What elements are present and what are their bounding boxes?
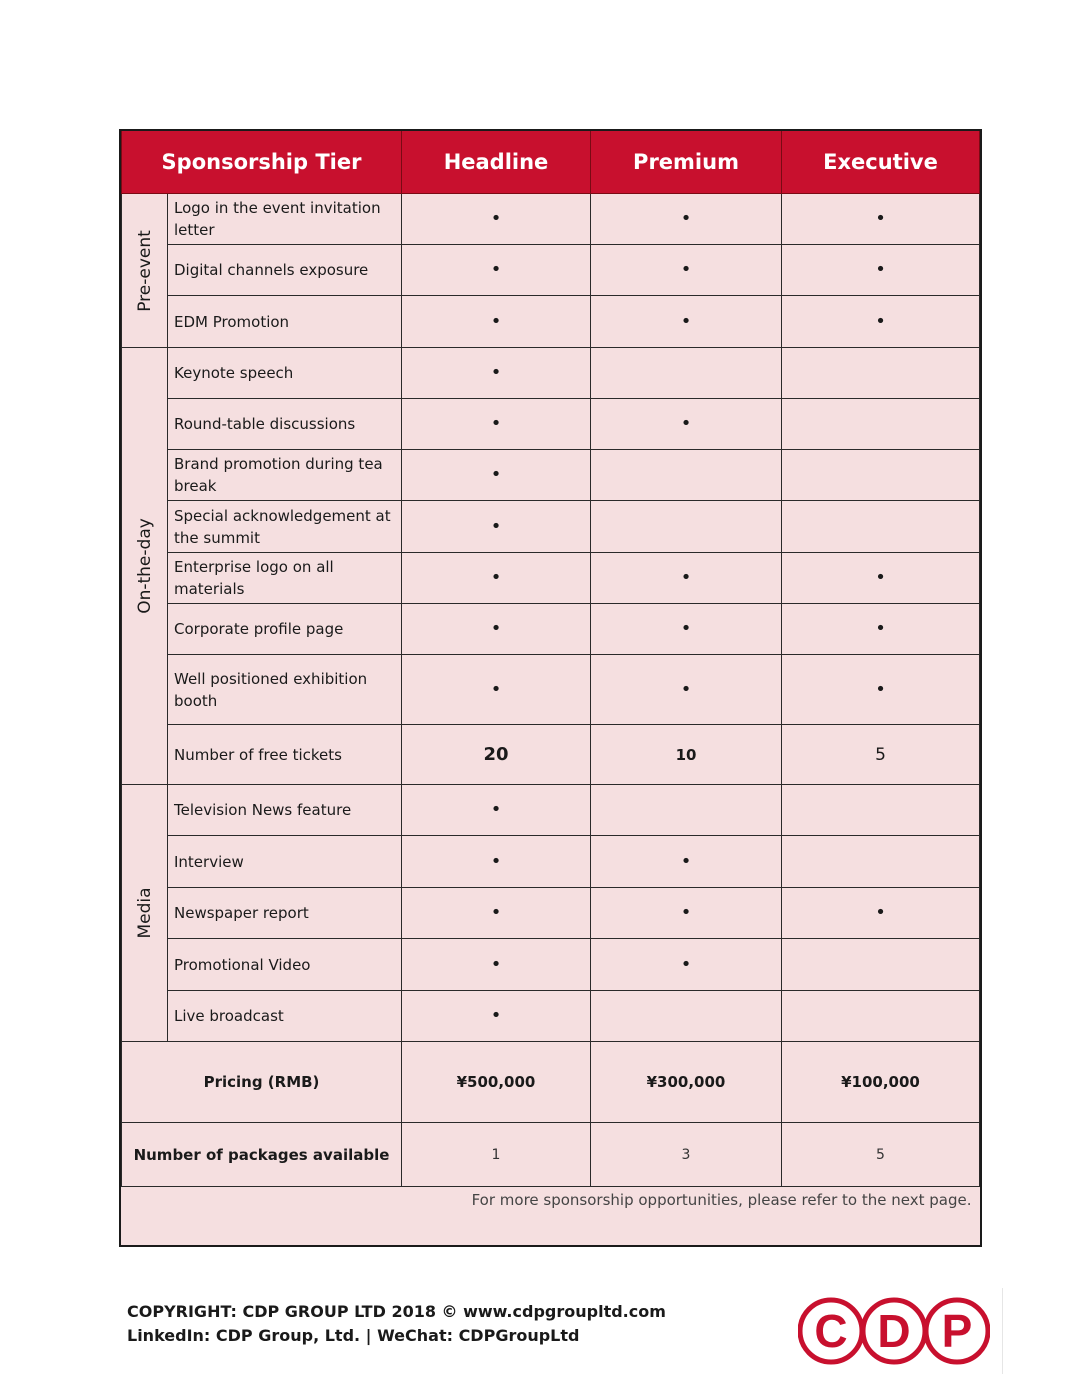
executive-cell — [782, 655, 980, 725]
feature-label: Promotional Video — [168, 939, 402, 991]
included-bullet: • — [680, 259, 692, 280]
included-bullet: • — [680, 902, 692, 923]
table-row — [122, 245, 980, 296]
headline-cell — [402, 553, 591, 604]
included-bullet: • — [490, 413, 502, 434]
headline-cell — [402, 194, 591, 245]
headline-cell — [402, 888, 591, 939]
table-row — [122, 501, 980, 553]
pricing-executive: ¥100,000 — [782, 1042, 980, 1123]
feature-label: Television News feature — [168, 785, 402, 836]
headline-cell — [402, 450, 591, 501]
executive-cell — [782, 245, 980, 296]
copyright-line: COPYRIGHT: CDP GROUP LTD 2018 © www.cdpgroupltd.com — [127, 1302, 666, 1321]
feature-label: Corporate profile page — [168, 604, 402, 655]
included-bullet: • — [490, 902, 502, 923]
included-bullet: • — [680, 953, 692, 975]
premium-cell — [591, 296, 782, 348]
premium-cell — [591, 194, 782, 245]
ticket-count: 10 — [675, 745, 697, 764]
cdp-logo — [798, 1295, 990, 1367]
premium-cell — [591, 836, 782, 888]
included-bullet: • — [490, 362, 502, 383]
header-tier — [122, 131, 402, 194]
headline-cell — [402, 348, 591, 399]
feature-label: Round-table discussions — [168, 399, 402, 450]
table-row — [122, 725, 980, 785]
feature-label: Brand promotion during tea break — [168, 450, 402, 501]
feature-label: Keynote speech — [168, 348, 402, 399]
premium-cell — [591, 725, 782, 785]
executive-cell — [782, 836, 980, 888]
table-row — [122, 194, 980, 245]
feature-label: Interview — [168, 836, 402, 888]
executive-cell — [782, 399, 980, 450]
table-row — [122, 785, 980, 836]
included-bullet: • — [490, 464, 502, 485]
included-bullet: • — [680, 618, 692, 639]
header-premium-label: Premium — [633, 150, 739, 174]
logo-letter-p: P — [941, 1305, 973, 1357]
logo-divider — [1002, 1288, 1003, 1374]
social-line: LinkedIn: CDP Group, Ltd. | WeChat: CDPGroupLtd — [127, 1326, 580, 1345]
premium-cell — [591, 655, 782, 725]
header-headline-label: Headline — [443, 150, 549, 174]
headline-cell — [402, 296, 591, 348]
feature-label: Logo in the event invitation letter — [168, 194, 402, 245]
table-row — [122, 553, 980, 604]
included-bullet: • — [680, 567, 692, 588]
packages-premium: 3 — [591, 1123, 782, 1187]
executive-cell — [782, 501, 980, 553]
logo-letter-d: D — [877, 1305, 911, 1357]
packages-headline: 1 — [402, 1123, 591, 1187]
premium-cell — [591, 245, 782, 296]
sponsorship-table-container — [119, 129, 982, 1247]
included-bullet: • — [490, 208, 502, 229]
feature-label: Number of free tickets — [168, 725, 402, 785]
headline-cell — [402, 836, 591, 888]
premium-cell — [591, 785, 782, 836]
premium-cell — [591, 604, 782, 655]
packages-executive: 5 — [782, 1123, 980, 1187]
included-bullet: • — [490, 799, 502, 820]
executive-cell — [782, 348, 980, 399]
headline-cell — [402, 939, 591, 991]
header-executive — [782, 131, 980, 194]
included-bullet: • — [490, 618, 502, 639]
premium-cell — [591, 450, 782, 501]
table-row — [122, 655, 980, 725]
included-bullet: • — [490, 953, 502, 975]
headline-cell — [402, 785, 591, 836]
table-row — [122, 604, 980, 655]
premium-cell — [591, 939, 782, 991]
ticket-count: 20 — [483, 744, 509, 765]
group-pre-event — [122, 194, 168, 348]
included-bullet: • — [490, 567, 502, 588]
premium-cell — [591, 553, 782, 604]
included-bullet: • — [875, 618, 886, 639]
group-label: Media — [134, 887, 155, 939]
premium-cell — [591, 888, 782, 939]
ticket-count: 5 — [875, 744, 886, 765]
group-media — [122, 785, 168, 1042]
included-bullet: • — [875, 259, 886, 280]
premium-cell — [591, 501, 782, 553]
executive-cell — [782, 785, 980, 836]
included-bullet: • — [490, 310, 502, 332]
premium-cell — [591, 399, 782, 450]
executive-cell — [782, 991, 980, 1042]
table-row — [122, 450, 980, 501]
feature-label: Special acknowledgement at the summit — [168, 501, 402, 553]
table-body — [122, 194, 980, 1042]
header-premium — [591, 131, 782, 194]
table-row — [122, 348, 980, 399]
feature-label: EDM Promotion — [168, 296, 402, 348]
logo-letter-c: C — [814, 1305, 848, 1357]
included-bullet: • — [680, 413, 692, 434]
headline-cell — [402, 655, 591, 725]
group-on-the-day — [122, 348, 168, 785]
group-label: Pre-event — [134, 229, 155, 312]
executive-cell — [782, 194, 980, 245]
table-row — [122, 296, 980, 348]
table-row — [122, 888, 980, 939]
executive-cell — [782, 939, 980, 991]
included-bullet: • — [680, 850, 692, 872]
included-bullet: • — [490, 515, 502, 537]
executive-cell — [782, 450, 980, 501]
included-bullet: • — [680, 310, 692, 332]
executive-cell — [782, 725, 980, 785]
included-bullet: • — [680, 678, 692, 700]
group-label: On-the-day — [134, 518, 155, 614]
premium-cell — [591, 348, 782, 399]
headline-cell — [402, 991, 591, 1042]
summary-body — [122, 1042, 980, 1246]
table-row — [122, 836, 980, 888]
feature-label: Live broadcast — [168, 991, 402, 1042]
included-bullet: • — [490, 850, 502, 872]
headline-cell — [402, 725, 591, 785]
feature-label: Digital channels exposure — [168, 245, 402, 296]
pricing-row — [122, 1042, 980, 1123]
headline-cell — [402, 399, 591, 450]
feature-label: Well positioned exhibition booth — [168, 655, 402, 725]
note-row — [122, 1187, 980, 1246]
included-bullet: • — [490, 259, 502, 280]
included-bullet: • — [875, 678, 886, 700]
header-executive-label: Executive — [823, 150, 938, 174]
executive-cell — [782, 888, 980, 939]
included-bullet: • — [875, 310, 886, 332]
packages-label: Number of packages available — [122, 1123, 402, 1187]
header-row — [122, 131, 980, 194]
header-headline — [402, 131, 591, 194]
headline-cell — [402, 604, 591, 655]
included-bullet: • — [680, 208, 692, 229]
pricing-premium: ¥300,000 — [591, 1042, 782, 1123]
copyright-footer — [127, 1300, 666, 1348]
feature-label: Newspaper report — [168, 888, 402, 939]
executive-cell — [782, 604, 980, 655]
pricing-label: Pricing (RMB) — [122, 1042, 402, 1123]
included-bullet: • — [490, 1005, 502, 1026]
headline-cell — [402, 245, 591, 296]
table-row — [122, 399, 980, 450]
pricing-headline: ¥500,000 — [402, 1042, 591, 1123]
included-bullet: • — [875, 567, 886, 588]
included-bullet: • — [875, 208, 886, 229]
note-cell — [122, 1187, 980, 1246]
included-bullet: • — [875, 902, 886, 923]
executive-cell — [782, 296, 980, 348]
sponsorship-table — [121, 131, 980, 1245]
executive-cell — [782, 553, 980, 604]
header-tier-label: Sponsorship Tier — [161, 150, 362, 174]
feature-label: Enterprise logo on all materials — [168, 553, 402, 604]
headline-cell — [402, 501, 591, 553]
packages-row — [122, 1123, 980, 1187]
premium-cell — [591, 991, 782, 1042]
table-row — [122, 991, 980, 1042]
table-row — [122, 939, 980, 991]
included-bullet: • — [490, 678, 502, 700]
more-opportunities-note: For more sponsorship opportunities, please refer to the next page. — [471, 1191, 972, 1209]
